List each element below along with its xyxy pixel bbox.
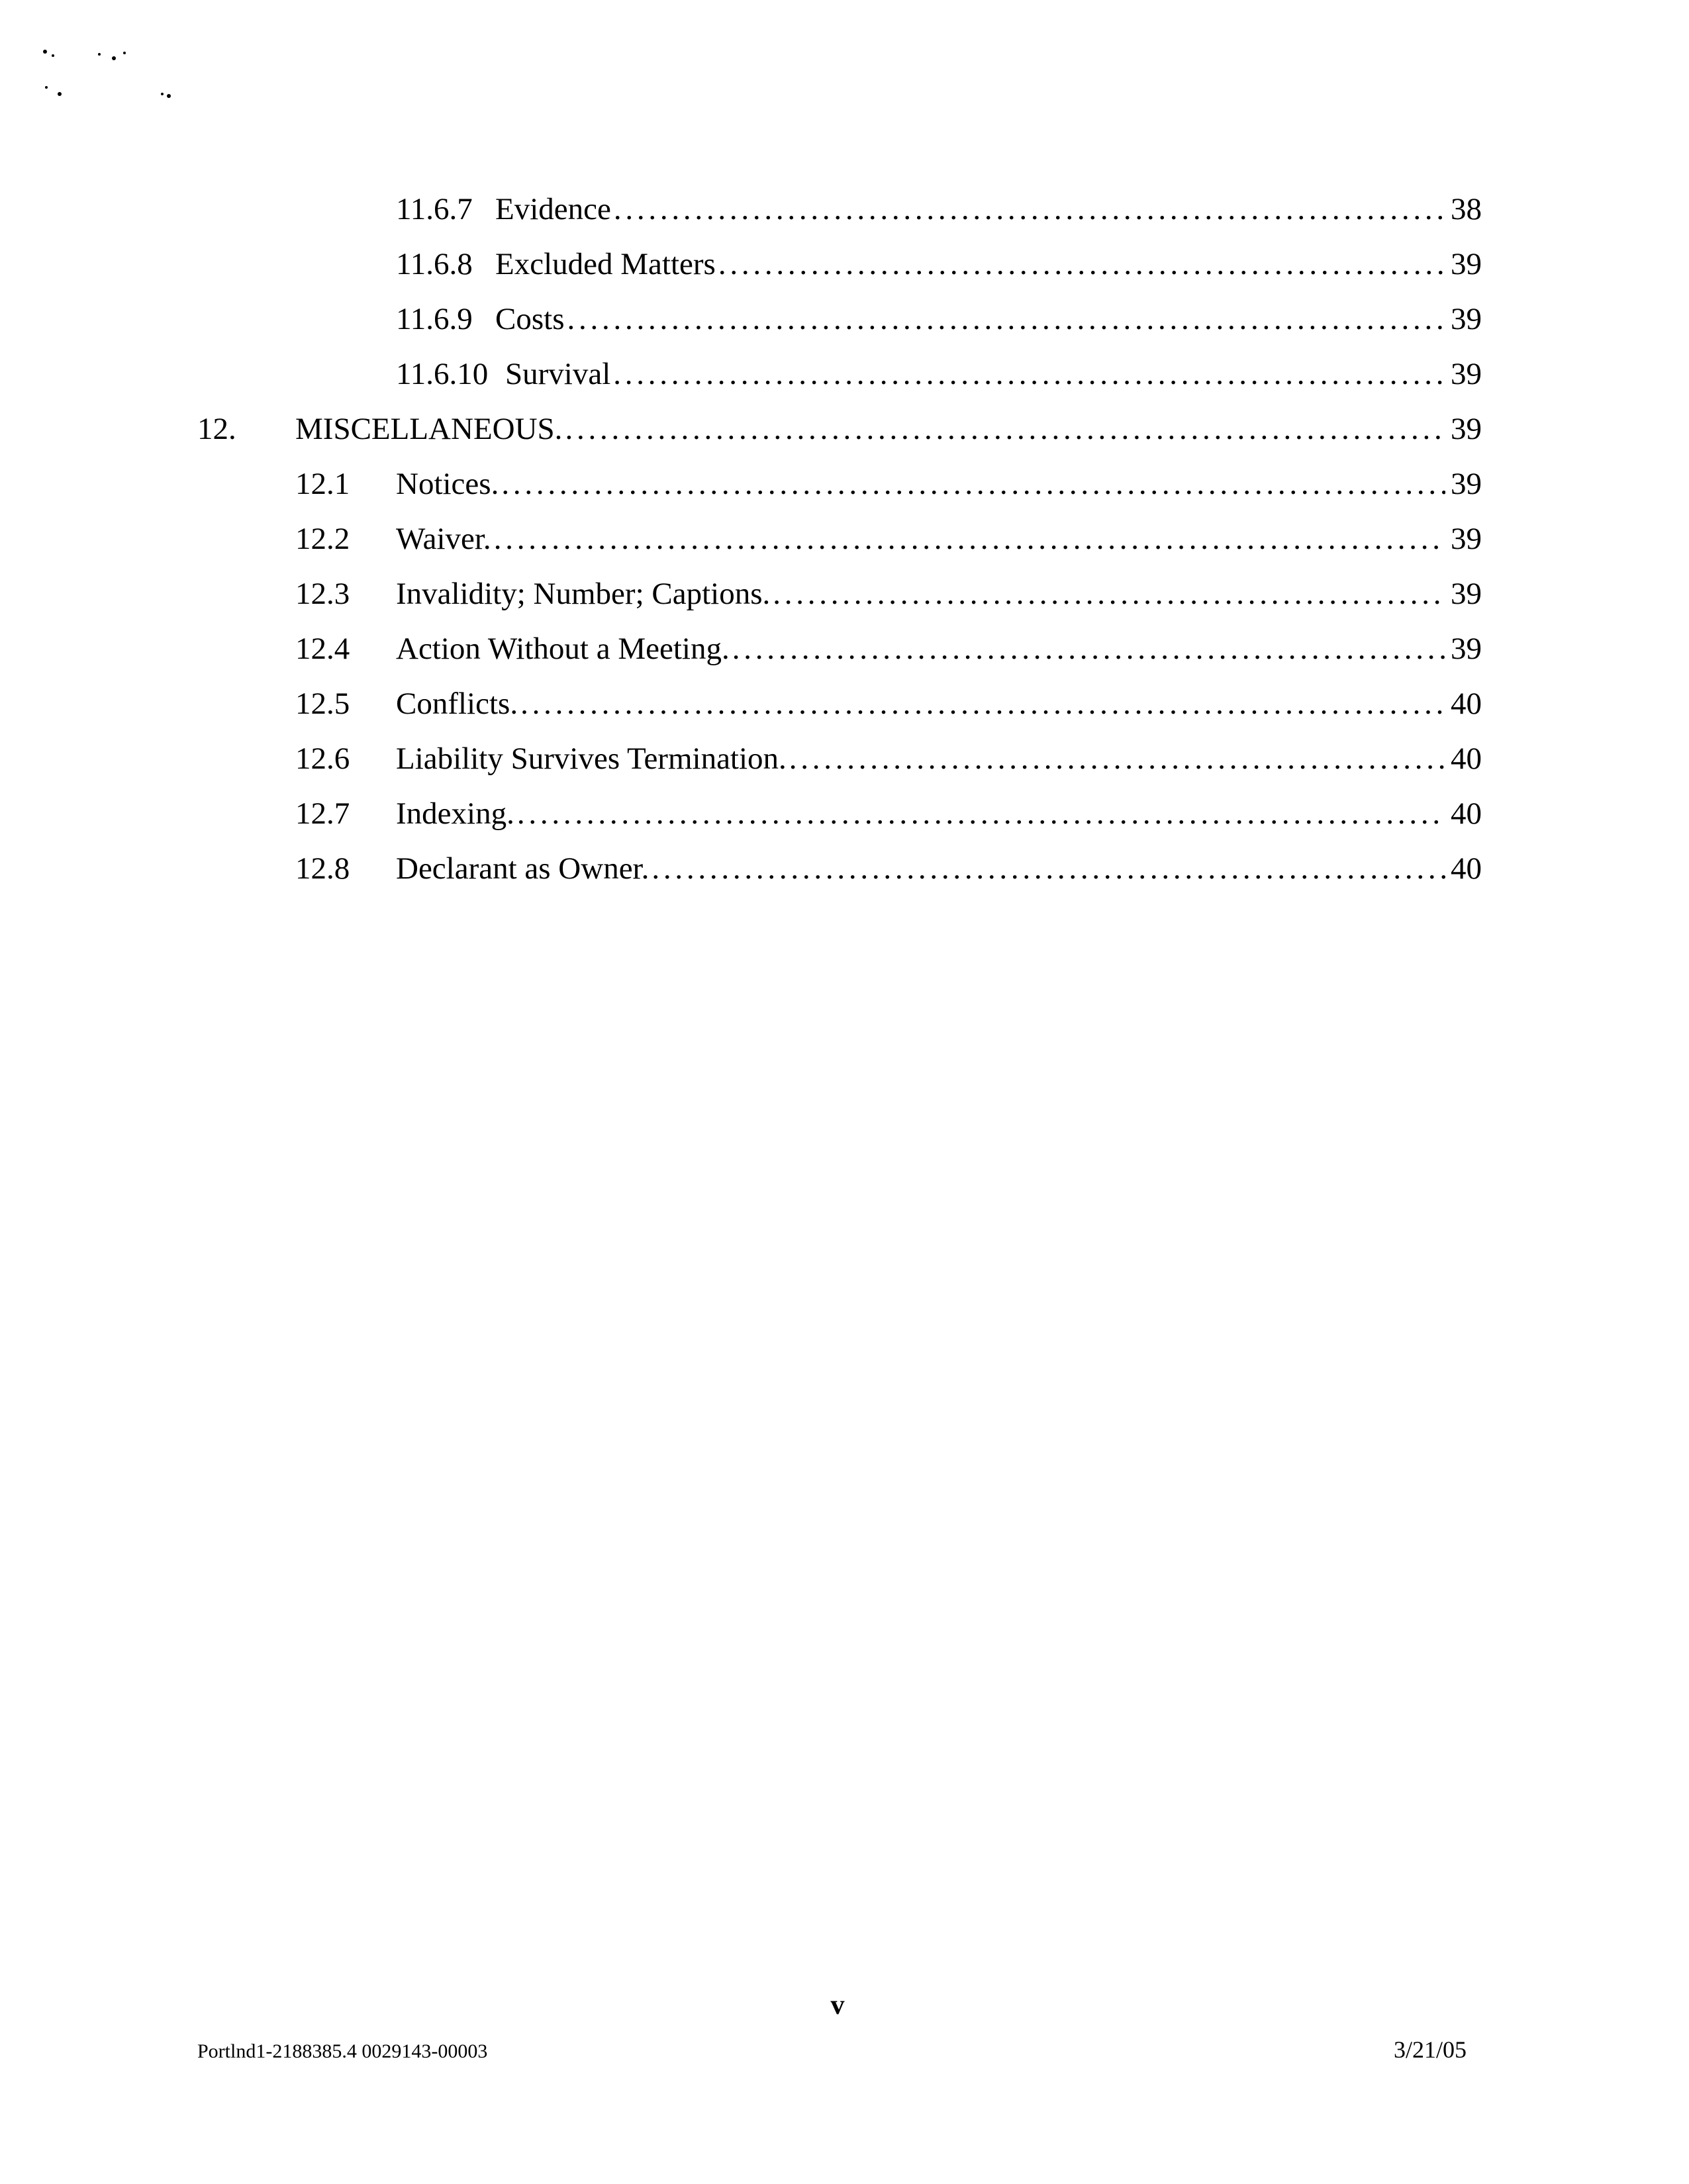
toc-entry [295, 845, 1482, 892]
toc-entry [295, 736, 1482, 782]
toc-entry-number: 12.3 [295, 577, 350, 611]
dot-leader [613, 351, 1445, 397]
toc-entry [396, 296, 1482, 342]
toc-entry-number: 12.6 [295, 741, 350, 776]
toc-entry-title: Survival [505, 357, 611, 391]
toc-entry-page: 39 [1451, 522, 1482, 556]
dot-leader [614, 186, 1445, 232]
toc-entry-number: 12. [197, 412, 236, 446]
dot-leader [517, 790, 1445, 837]
toc-entry-page: 40 [1451, 796, 1482, 831]
dot-leader [773, 571, 1445, 617]
dot-leader [718, 241, 1445, 287]
page-numeral: v [830, 1990, 845, 2020]
toc-entry-number: 11.6.8 [396, 247, 473, 281]
scan-specks [40, 46, 199, 106]
toc-entry-title: Indexing. [396, 796, 514, 831]
dot-leader [732, 626, 1445, 672]
dot-leader [789, 736, 1445, 782]
toc-entry-title: Liability Survives Termination. [396, 741, 787, 776]
toc-entry [295, 681, 1482, 727]
dot-leader [651, 845, 1445, 892]
toc-entry-title: Conflicts. [396, 687, 518, 721]
toc-entry [396, 351, 1482, 397]
toc-entry-page: 39 [1451, 412, 1482, 446]
toc-entry-page: 39 [1451, 467, 1482, 501]
toc-entry-number: 12.8 [295, 851, 350, 886]
toc-entry-title: Evidence [495, 192, 611, 226]
document-id: Portlnd1-2188385.4 0029143-00003 [197, 2040, 488, 2062]
toc-entry-title: Excluded Matters [495, 247, 716, 281]
toc-entry [295, 626, 1482, 672]
toc-entry-page: 39 [1451, 302, 1482, 336]
toc-entry [396, 186, 1482, 232]
toc-entry [295, 571, 1482, 617]
toc-entry [197, 406, 1482, 452]
toc-entry-title: Costs [495, 302, 565, 336]
toc-entry-title: MISCELLANEOUS. [295, 412, 563, 446]
toc-entry-number: 12.1 [295, 467, 350, 501]
toc-entry-page: 38 [1451, 192, 1482, 226]
toc-entry [295, 461, 1482, 507]
toc-entry-title: Invalidity; Number; Captions. [396, 577, 771, 611]
toc-entry-page: 40 [1451, 741, 1482, 776]
toc-entry-page: 40 [1451, 851, 1482, 886]
toc-entry [295, 516, 1482, 562]
toc-entry-number: 11.6.7 [396, 192, 473, 226]
dot-leader [520, 681, 1445, 727]
dot-leader [501, 461, 1445, 507]
dot-leader [494, 516, 1445, 562]
toc-entry-title: Action Without a Meeting. [396, 632, 730, 666]
toc-entry-title: Declarant as Owner. [396, 851, 650, 886]
toc-entry-page: 39 [1451, 357, 1482, 391]
toc-entry-number: 12.5 [295, 687, 350, 721]
toc-entry-page: 39 [1451, 247, 1482, 281]
toc-entry-page: 39 [1451, 577, 1482, 611]
toc-entry-title: Notices. [396, 467, 499, 501]
toc-entry-number: 11.6.9 [396, 302, 473, 336]
toc-entry [295, 790, 1482, 837]
dot-leader [565, 406, 1445, 452]
toc-entry-number: 12.7 [295, 796, 350, 831]
toc-entry-number: 11.6.10 [396, 357, 489, 391]
toc-entry-title: Waiver. [396, 522, 491, 556]
toc-entry-page: 39 [1451, 632, 1482, 666]
dot-leader [567, 296, 1446, 342]
toc-entry-number: 12.4 [295, 632, 350, 666]
toc-entry-number: 12.2 [295, 522, 350, 556]
document-date: 3/21/05 [1394, 2036, 1467, 2063]
toc-entry-page: 40 [1451, 687, 1482, 721]
toc-entry [396, 241, 1482, 287]
